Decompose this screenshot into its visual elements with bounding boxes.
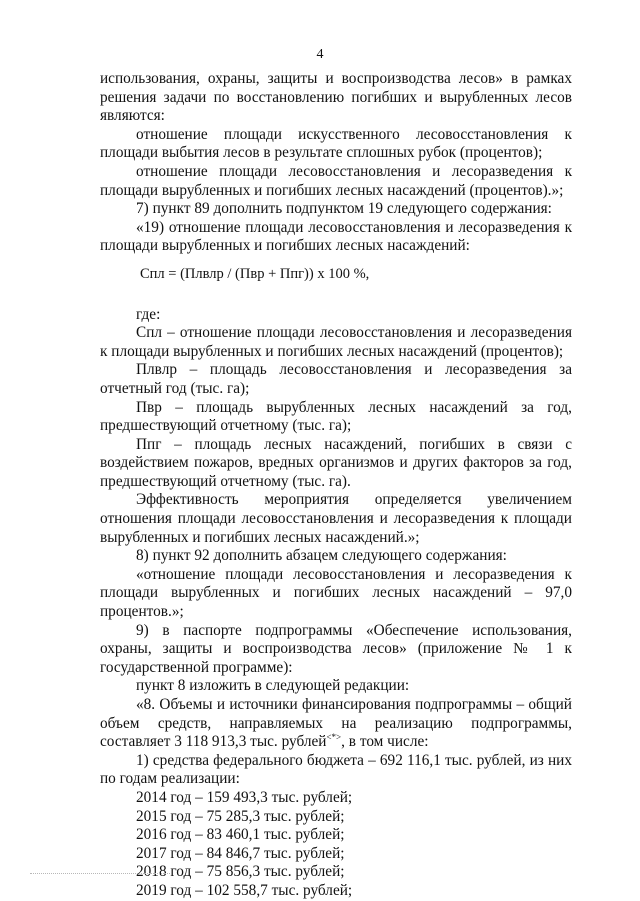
definition: Спл – отношение площади лесовосстановления и лесоразведения к площади вырубленных и погибших лесных насаждений (процентов);: [100, 324, 572, 360]
paragraph-text: , в том числе:: [341, 733, 429, 751]
year-line: 2015 год – 75 285,3 тыс. рублей;: [136, 807, 345, 825]
page-number: 4: [316, 47, 324, 62]
formula: Спл = (Плвлр / (Пвр + Ппг)) х 100 %,: [140, 265, 370, 282]
footnote-marker: <*>: [326, 732, 342, 743]
paragraph: [100, 696, 572, 752]
definition: Плвлр – площадь лесовосстановления и лесоразведения за отчетный год (тыс. га);: [100, 361, 572, 397]
definition: Пвр – площадь вырубленных лесных насаждений за год, предшествующий отчетному (тыс. га);: [100, 398, 572, 435]
paragraph: использования, охраны, защиты и воспроизводства лесов» в рамках решения задачи по восстановлению погибших и вырубленных лесов являются:: [100, 70, 572, 125]
paragraph: отношение площади лесовосстановления и лесоразведения к площади вырубленных и погибших лесных насаждений (процентов).»;: [100, 162, 572, 199]
paragraph: Эффективность мероприятия определяется увеличением отношения площади лесовосстановления и лесоразведения к площади вырубленных и погибших лесных насаждений.»;: [100, 491, 572, 546]
definition: Ппг – площадь лесных насаждений, погибших в связи с воздействием пожаров, вредных организмов и других факторов за год, предшествующий отчетному (тыс. га).: [100, 435, 572, 490]
paragraph: «отношение площади лесовосстановления и лесоразведения к площади вырубленных и погибших лесных насаждений – 97,0 процентов.»;: [100, 565, 572, 621]
footer-scan-line: [30, 873, 170, 876]
year-line: 2018 год – 75 856,3 тыс. рублей;: [136, 863, 345, 881]
paragraph: 7) пункт 89 дополнить подпунктом 19 следующего содержания:: [136, 200, 552, 218]
paragraph: «19) отношение площади лесовосстановления и лесоразведения к площади вырубленных и погибших лесных насаждений:: [100, 218, 572, 255]
paragraph: где:: [136, 305, 161, 323]
year-line: 2019 год – 102 558,7 тыс. рублей;: [136, 881, 353, 899]
paragraph: пункт 8 изложить в следующей редакции:: [136, 677, 410, 695]
year-line: 2017 год – 84 846,7 тыс. рублей;: [136, 844, 345, 862]
paragraph: 8) пункт 92 дополнить абзацем следующего содержания:: [136, 547, 507, 565]
paragraph: 9) в паспорте подпрограммы «Обеспечение использования, охраны, защиты и воспроизводства лесов» (приложение № 1 к государственной программе):: [100, 621, 572, 676]
year-line: 2014 год – 159 493,3 тыс. рублей;: [136, 788, 353, 806]
page-body: [100, 70, 572, 901]
paragraph: отношение площади искусственного лесовосстановления к площади выбытия лесов в результате сплошных рубок (процентов);: [100, 125, 572, 162]
paragraph: 1) средства федерального бюджета – 692 116,1 тыс. рублей, из них по годам реализации:: [100, 751, 572, 788]
paragraph-text: «8. Объемы и источники финансирования подпрограммы – общий объем средств, направляемых на реализацию подпрограммы, составляет 3 118 913,3 тыс. рублей: [100, 696, 572, 751]
year-line: 2016 год – 83 460,1 тыс. рублей;: [136, 826, 345, 844]
